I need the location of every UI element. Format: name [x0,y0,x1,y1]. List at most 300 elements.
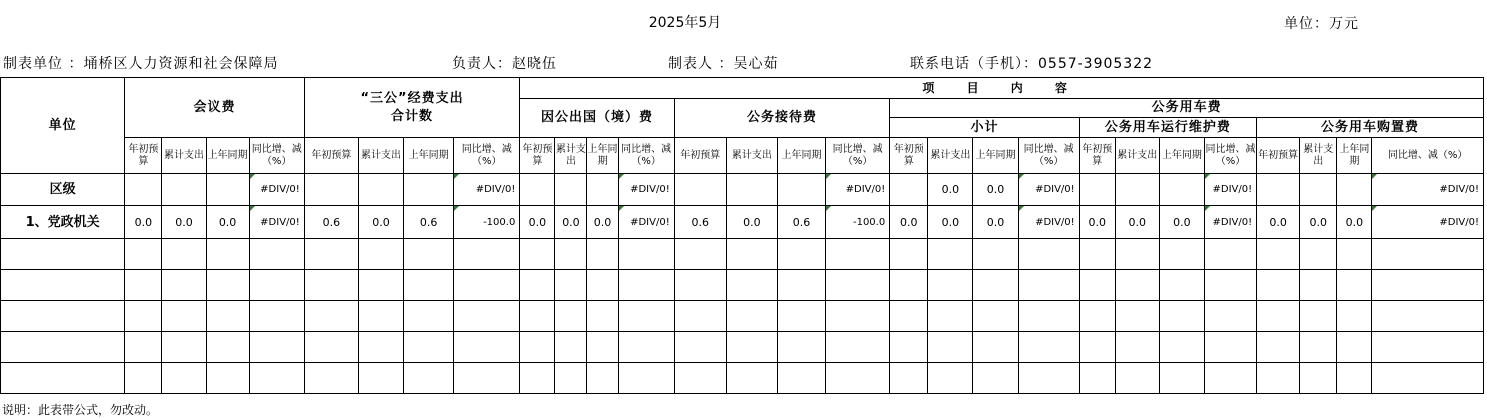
cell-value: 0.0 [175,215,193,229]
cell-value: 0.0 [1128,215,1147,229]
spent-subheader: 累计支出 [1300,138,1337,174]
table-cell[interactable] [1372,174,1484,206]
cell-value: 0.0 [562,215,580,229]
empty-cell[interactable] [973,270,1018,301]
table-cell[interactable] [674,174,726,206]
empty-cell[interactable] [618,270,674,301]
formula-warning-marker [826,206,831,211]
yoy-subheader: 同比增、减（%） [618,138,674,174]
last-year-subheader: 上年同期 [777,138,825,174]
empty-cell[interactable] [973,363,1018,394]
empty-cell[interactable] [206,239,249,270]
responsible-person: 负责人：赵晓伍 [452,56,557,72]
empty-cell[interactable] [674,301,726,332]
empty-cell[interactable] [454,301,520,332]
empty-cell[interactable] [1300,363,1337,394]
table-cell[interactable] [1079,206,1115,239]
empty-cell[interactable] [726,332,777,363]
empty-cell[interactable] [587,332,618,363]
table-cell[interactable] [1257,206,1300,239]
empty-cell[interactable] [890,239,928,270]
table-cell[interactable] [1337,174,1372,206]
formula-warning-marker [826,174,831,179]
empty-cell[interactable] [1204,270,1256,301]
empty-cell[interactable] [125,270,162,301]
table-cell[interactable] [973,174,1018,206]
table-cell[interactable] [1079,174,1115,206]
empty-cell[interactable] [454,363,520,394]
empty-cell[interactable] [890,270,928,301]
last-year-subheader: 上年同期 [404,138,454,174]
report-period: 2025年5月 [648,15,722,31]
cell-value: 0.0 [134,215,153,229]
cell-value: #DIV/0! [1212,184,1253,195]
cell-value: 0.0 [986,183,1005,196]
yoy-subheader: 同比增、减（%） [1372,138,1484,174]
empty-cell[interactable] [520,239,555,270]
cell-value: 0.0 [528,215,547,229]
formula-warning-marker [1019,206,1024,211]
empty-cell[interactable] [1257,332,1300,363]
empty-cell[interactable] [618,301,674,332]
cell-value: 0.0 [1088,215,1106,229]
table-cell[interactable] [890,206,928,239]
table-cell[interactable] [358,174,403,206]
table-cell[interactable] [249,206,304,239]
empty-cell[interactable] [726,301,777,332]
cell-value: #DIV/0! [1212,216,1253,228]
empty-cell[interactable] [162,301,206,332]
empty-cell[interactable] [249,332,304,363]
empty-cell[interactable] [1337,363,1372,394]
empty-cell[interactable] [1257,239,1300,270]
budget-subheader: 年初预算 [125,138,162,174]
yoy-subheader: 同比增、减（%） [1204,138,1256,174]
empty-cell[interactable] [1204,363,1256,394]
last-year-subheader: 上年同期 [1337,138,1372,174]
empty-cell[interactable] [1300,301,1337,332]
spent-subheader: 累计支出 [555,138,587,174]
table-cell[interactable] [928,174,973,206]
cell-value: #DIV/0! [1035,184,1075,195]
table-cell[interactable] [249,174,304,206]
table-cell[interactable] [587,174,618,206]
empty-cell[interactable] [1018,239,1079,270]
table-cell[interactable] [358,206,403,239]
cell-value: 0.0 [1345,215,1364,229]
empty-cell[interactable] [1372,301,1484,332]
empty-cell[interactable] [454,332,520,363]
cell-value: #DIV/0! [260,216,300,228]
col-header-car-maintenance: 公务用车运行维护费 [1079,118,1256,138]
empty-cell[interactable] [587,239,618,270]
formula-warning-marker [1019,174,1024,179]
formula-warning-marker [619,206,624,211]
spent-subheader: 累计支出 [726,138,777,174]
empty-cell[interactable] [249,363,304,394]
cell-value: 0.6 [322,215,341,229]
empty-row [1,270,1484,301]
table-cell[interactable] [125,174,162,206]
cell-value: 0.0 [986,215,1005,229]
cell-value: 0.0 [1269,215,1287,229]
empty-cell[interactable] [1115,301,1159,332]
empty-cell[interactable] [1115,270,1159,301]
budget-subheader: 年初预算 [1079,138,1115,174]
empty-cell[interactable] [1,239,125,270]
form-preparer: 制表人 ：吴心茹 [668,56,779,72]
row-label[interactable]: 1、党政机关 [1,206,125,239]
cell-value: 0.6 [419,215,438,229]
table-cell[interactable] [826,174,890,206]
empty-cell[interactable] [1115,239,1159,270]
empty-cell[interactable] [358,301,403,332]
empty-cell[interactable] [726,270,777,301]
empty-cell[interactable] [125,332,162,363]
table-cell[interactable] [928,206,973,239]
empty-cell[interactable] [358,239,403,270]
empty-cell[interactable] [304,363,358,394]
table-cell[interactable] [454,206,520,239]
empty-cell[interactable] [1018,332,1079,363]
row-label[interactable]: 区级 [1,174,125,206]
table-row [1,206,1484,239]
spent-subheader: 累计支出 [928,138,973,174]
table-cell[interactable] [1257,174,1300,206]
empty-cell[interactable] [826,332,890,363]
empty-cell[interactable] [162,239,206,270]
cell-value: 0.0 [941,215,960,229]
formula-warning-marker [1372,206,1377,211]
empty-cell[interactable] [1257,363,1300,394]
empty-cell[interactable] [1257,270,1300,301]
empty-cell[interactable] [1159,301,1204,332]
empty-cell[interactable] [125,363,162,394]
col-header-unit: 单位 [1,78,125,174]
empty-cell[interactable] [1079,363,1115,394]
empty-cell[interactable] [1337,301,1372,332]
empty-cell[interactable] [1079,332,1115,363]
empty-cell[interactable] [520,363,555,394]
cell-value: 0.0 [218,215,237,229]
empty-cell[interactable] [1,301,125,332]
budget-subheader: 年初预算 [520,138,555,174]
empty-cell[interactable] [826,363,890,394]
empty-cell[interactable] [726,363,777,394]
table-cell[interactable] [555,206,587,239]
empty-cell[interactable] [777,239,825,270]
empty-cell[interactable] [1300,332,1337,363]
empty-cell[interactable] [1,363,125,394]
empty-cell[interactable] [358,363,403,394]
empty-cell[interactable] [520,270,555,301]
formula-warning-marker [1205,174,1210,179]
empty-cell[interactable] [618,363,674,394]
empty-cell[interactable] [1204,239,1256,270]
formula-warning-marker [250,174,255,179]
spent-subheader: 累计支出 [1115,138,1159,174]
table-cell[interactable] [1204,174,1256,206]
empty-cell[interactable] [1337,239,1372,270]
col-header-abroad: 因公出国（境）费 [520,99,674,138]
contact-phone: 联系电话（手机）：0557-3905322 [910,56,1154,72]
formula-warning-marker [1372,174,1377,179]
empty-cell[interactable] [555,363,587,394]
table-cell[interactable] [304,174,358,206]
empty-cell[interactable] [1018,301,1079,332]
table-cell[interactable] [555,174,587,206]
empty-cell[interactable] [777,363,825,394]
empty-cell[interactable] [1300,239,1337,270]
empty-cell[interactable] [555,332,587,363]
table-cell[interactable] [890,174,928,206]
table-cell[interactable] [618,174,674,206]
empty-cell[interactable] [1337,270,1372,301]
budget-subheader: 年初预算 [674,138,726,174]
empty-cell[interactable] [454,270,520,301]
table-cell[interactable] [1018,206,1079,239]
empty-cell[interactable] [206,332,249,363]
formula-warning-marker [1205,206,1210,211]
empty-cell[interactable] [520,332,555,363]
yoy-subheader: 同比增、减（%） [826,138,890,174]
empty-cell[interactable] [249,301,304,332]
col-header-meeting: 会议费 [125,78,304,138]
empty-cell[interactable] [928,332,973,363]
empty-cell[interactable] [1079,239,1115,270]
table-cell[interactable] [1337,206,1372,239]
col-header-car: 公务用车费 [890,99,1484,118]
empty-cell[interactable] [162,332,206,363]
empty-cell[interactable] [304,332,358,363]
table-cell[interactable] [587,206,618,239]
table-cell[interactable] [404,206,454,239]
last-year-subheader: 上年同期 [973,138,1018,174]
empty-cell[interactable] [826,270,890,301]
spent-subheader: 累计支出 [162,138,206,174]
table-cell[interactable] [404,174,454,206]
empty-cell[interactable] [674,270,726,301]
formula-warning-marker [619,174,624,179]
empty-cell[interactable] [674,239,726,270]
empty-cell[interactable] [928,270,973,301]
empty-cell[interactable] [928,301,973,332]
table-cell[interactable] [726,206,777,239]
table-cell[interactable] [777,174,825,206]
formula-warning-marker [454,174,459,179]
empty-cell[interactable] [587,270,618,301]
cell-value: #DIV/0! [475,184,516,195]
table-cell[interactable] [1204,206,1256,239]
empty-cell[interactable] [520,301,555,332]
cell-value: 0.6 [792,215,811,229]
table-cell[interactable] [125,206,162,239]
empty-cell[interactable] [1115,363,1159,394]
empty-cell[interactable] [1079,301,1115,332]
table-cell[interactable] [726,174,777,206]
empty-cell[interactable] [1018,270,1079,301]
reporting-organization: 制表单位 ：埇桥区人力资源和社会保障局 [3,56,279,72]
empty-cell[interactable] [928,363,973,394]
empty-cell[interactable] [304,301,358,332]
empty-cell[interactable] [826,301,890,332]
cell-value: 0.6 [691,215,710,229]
table-cell[interactable] [520,206,555,239]
empty-cell[interactable] [1337,332,1372,363]
empty-cell[interactable] [1372,332,1484,363]
cell-value: #DIV/0! [630,184,670,195]
empty-cell[interactable] [1204,332,1256,363]
table-cell[interactable] [1300,174,1337,206]
sub-header-row [1,138,1484,174]
budget-subheader: 年初预算 [890,138,928,174]
empty-cell[interactable] [404,239,454,270]
table-cell[interactable] [674,206,726,239]
empty-cell[interactable] [726,239,777,270]
table-cell[interactable] [618,206,674,239]
empty-cell[interactable] [587,363,618,394]
cell-value: 0.0 [900,215,918,229]
table-cell[interactable] [973,206,1018,239]
empty-cell[interactable] [890,332,928,363]
empty-cell[interactable] [1257,301,1300,332]
empty-cell[interactable] [777,301,825,332]
empty-cell[interactable] [162,363,206,394]
table-cell[interactable] [1300,206,1337,239]
empty-cell[interactable] [404,332,454,363]
empty-cell[interactable] [1,270,125,301]
empty-cell[interactable] [587,301,618,332]
table-cell[interactable] [1018,174,1079,206]
col-header-car-purchase: 公务用车购置费 [1257,118,1484,138]
empty-cell[interactable] [973,332,1018,363]
cell-value: #DIV/0! [1439,184,1479,195]
budget-subheader: 年初预算 [304,138,358,174]
empty-cell[interactable] [555,239,587,270]
empty-cell[interactable] [973,239,1018,270]
empty-cell[interactable] [618,239,674,270]
cell-value: 0.0 [1173,215,1191,229]
empty-row [1,332,1484,363]
empty-cell[interactable] [358,270,403,301]
empty-cell[interactable] [618,332,674,363]
table-cell[interactable] [206,174,249,206]
empty-cell[interactable] [1204,301,1256,332]
empty-cell[interactable] [1372,239,1484,270]
empty-cell[interactable] [777,270,825,301]
empty-cell[interactable] [890,301,928,332]
col-header-reception: 公务接待费 [674,99,890,138]
empty-cell[interactable] [826,239,890,270]
empty-cell[interactable] [304,270,358,301]
cell-value: #DIV/0! [260,184,300,195]
last-year-subheader: 上年同期 [587,138,618,174]
total-title-line2: 合计数 [391,108,434,124]
last-year-subheader: 上年同期 [206,138,249,174]
empty-cell[interactable] [162,270,206,301]
empty-cell[interactable] [555,301,587,332]
empty-cell[interactable] [777,332,825,363]
yoy-subheader: 同比增、减（%） [1018,138,1079,174]
empty-cell[interactable] [206,363,249,394]
empty-cell[interactable] [890,363,928,394]
empty-cell[interactable] [1159,363,1204,394]
cell-value: -100.0 [483,216,516,228]
empty-cell[interactable] [249,270,304,301]
empty-cell[interactable] [1300,270,1337,301]
table-cell[interactable] [520,174,555,206]
table-cell[interactable] [206,206,249,239]
col-header-project: 项 目 内 容 [520,78,1484,99]
empty-cell[interactable] [404,301,454,332]
empty-cell[interactable] [674,332,726,363]
currency-unit: 单位：万元 [1284,16,1359,32]
table-cell[interactable] [1115,206,1159,239]
table-cell[interactable] [454,174,520,206]
empty-cell[interactable] [1372,270,1484,301]
table-cell[interactable] [777,206,825,239]
cell-value: 0.0 [941,183,960,196]
table-cell[interactable] [826,206,890,239]
table-cell[interactable] [1159,206,1204,239]
cell-value: #DIV/0! [1439,216,1479,228]
empty-cell[interactable] [206,301,249,332]
empty-cell[interactable] [928,239,973,270]
empty-cell[interactable] [1159,239,1204,270]
empty-cell[interactable] [1018,363,1079,394]
empty-cell[interactable] [206,270,249,301]
empty-cell[interactable] [404,363,454,394]
empty-row [1,239,1484,270]
empty-cell[interactable] [358,332,403,363]
table-cell[interactable] [162,174,206,206]
table-cell[interactable] [1115,174,1159,206]
cell-value: 0.0 [372,215,390,229]
empty-cell[interactable] [674,363,726,394]
cell-value: 0.0 [1309,215,1327,229]
table-row [1,174,1484,206]
empty-cell[interactable] [1159,332,1204,363]
cell-value: 0.0 [743,215,761,229]
empty-cell[interactable] [1159,270,1204,301]
empty-cell[interactable] [1,332,125,363]
empty-cell[interactable] [249,239,304,270]
empty-cell[interactable] [1372,363,1484,394]
cell-value: #DIV/0! [1035,216,1075,228]
table-cell[interactable] [1372,206,1484,239]
empty-cell[interactable] [125,239,162,270]
empty-cell[interactable] [304,239,358,270]
empty-cell[interactable] [454,239,520,270]
col-header-total [304,78,520,138]
empty-cell[interactable] [1079,270,1115,301]
cell-value: 0.0 [593,215,612,229]
empty-cell[interactable] [555,270,587,301]
empty-cell[interactable] [1115,332,1159,363]
yoy-subheader: 同比增、减（%） [249,138,304,174]
footer-note: 说明：此表带公式，勿改动。 [2,403,159,417]
table-cell[interactable] [1159,174,1204,206]
empty-row [1,363,1484,394]
empty-cell[interactable] [125,301,162,332]
table-cell[interactable] [162,206,206,239]
table-cell[interactable] [304,206,358,239]
empty-cell[interactable] [973,301,1018,332]
cell-value: -100.0 [852,216,886,228]
cell-value: #DIV/0! [845,184,886,195]
empty-cell[interactable] [404,270,454,301]
spent-subheader: 累计支出 [358,138,403,174]
